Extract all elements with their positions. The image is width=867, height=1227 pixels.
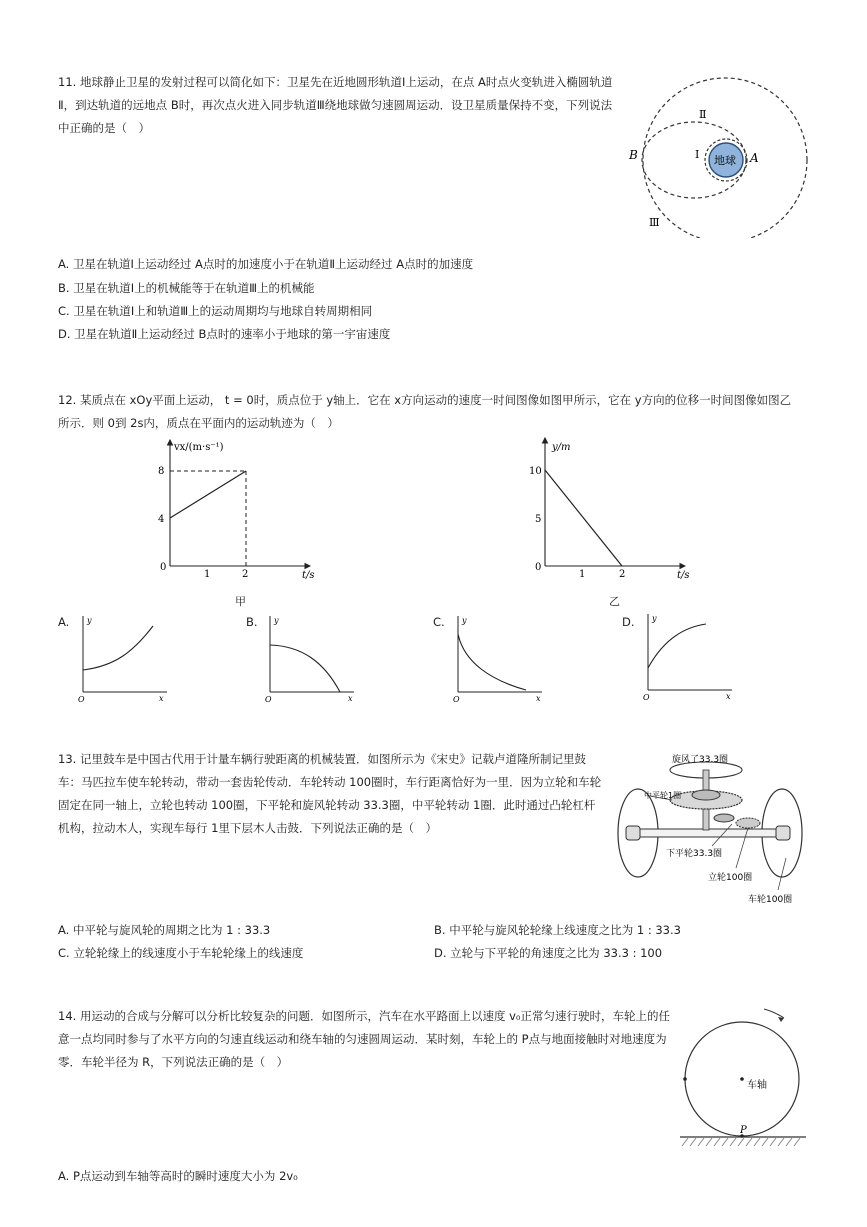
q13-option-c[interactable]: C. 立轮轮缘上的线速度小于车轮轮缘上的线速度: [58, 946, 304, 960]
choice-b-y: y: [274, 616, 279, 625]
q12-caption-yi: 乙: [609, 595, 620, 608]
q12-choice-b-graph[interactable]: [262, 612, 362, 704]
jia-xtick-1: 1: [204, 569, 211, 580]
q11-orbit-figure: [622, 68, 817, 238]
yi-xtick-1: 1: [579, 569, 586, 580]
choice-d-o: O: [643, 693, 650, 702]
label-xiaping: 下平轮33.3圈: [666, 849, 723, 859]
q11-option-c[interactable]: C. 卫星在轨道Ⅰ上和轨道Ⅲ上的运动周期均与地球自转周期相同: [58, 304, 373, 318]
label-liliun: 立轮100圈: [708, 873, 753, 883]
q11-option-d[interactable]: D. 卫星在轨道Ⅱ上运动经过 B点时的速率小于地球的第一宇宙速度: [58, 327, 391, 341]
q12-choice-d-graph[interactable]: [640, 610, 740, 702]
yi-ytick-10: 10: [529, 466, 542, 477]
q11-stem: 11. 地球静止卫星的发射过程可以简化如下：卫星先在近地圆形轨道Ⅰ上运动，在点 A时点火变轨进入椭圆轨道Ⅱ，到达轨道的远地点 B时，再次点火进入同步轨道Ⅲ绕地球做匀速圆周运动．设卫星质量保持不变，下列说法中正确的是（ ）: [58, 75, 613, 135]
q13-stem: 13. 记里鼓车是中国古代用于计量车辆行驶距离的机械装置．如图所示为《宋史》记载卢道隆所制记里鼓车：马匹拉车使车轮转动，带动一套齿轮传动．车轮转动 100圈时，车行距离恰好为一里．因为立轮和车轮固定在同一轴上，立轮也转动 100圈，下平轮和旋风轮转动 33.3圈，中平轮转动 1圈．此时通过凸轮杠杆机构，拉动木人，实现车每行 1里下层木人击鼓．下列说法正确的是（ ）: [58, 752, 602, 835]
point-b-label: B: [629, 148, 638, 162]
choice-a-y: y: [87, 616, 92, 625]
choice-c-o: O: [453, 695, 460, 704]
orbit-ii-label: Ⅱ: [699, 108, 707, 121]
jia-ytick-0: 0: [160, 562, 167, 573]
q14-stem: 14. 用运动的合成与分解可以分析比较复杂的问题．如图所示，汽车在水平路面上以速度 v₀正常匀速行驶时，车轮上的任意一点均同时参与了水平方向的匀速直线运动和绕车轴的匀速圆周运动．某时刻，车轮上的 P点与地面接触时对地速度为零．车轮半径为 R，下列说法正确的是（ ）: [58, 1009, 671, 1069]
point-a-label: A: [750, 151, 759, 165]
choice-b-x: x: [348, 694, 353, 703]
point-p-label: P: [740, 1125, 747, 1136]
choice-c-y: y: [462, 616, 467, 625]
choice-a-x: x: [159, 694, 164, 703]
q11-option-a[interactable]: A. 卫星在轨道Ⅰ上运动经过 A点时的加速度小于在轨道Ⅱ上运动经过 A点时的加速度: [58, 257, 474, 271]
jia-xlabel: t/s: [302, 570, 315, 581]
q14-option-a[interactable]: A. P点运动到车轴等高时的瞬时速度大小为 2v₀: [58, 1169, 298, 1183]
q12-choice-c-graph[interactable]: [450, 612, 550, 704]
q12-choice-a-label[interactable]: A.: [58, 615, 70, 629]
jia-xtick-2: 2: [242, 569, 249, 580]
yi-xtick-2: 2: [619, 569, 626, 580]
q11-option-b[interactable]: B. 卫星在轨道Ⅰ上的机械能等于在轨道Ⅲ上的机械能: [58, 281, 315, 295]
jia-ylabel: vx/(m·s⁻¹): [174, 442, 224, 453]
yi-xlabel: t/s: [677, 570, 690, 581]
q12-choice-b-label[interactable]: B.: [246, 615, 258, 629]
q13-option-a[interactable]: A. 中平轮与旋风轮的周期之比为 1 : 33.3: [58, 923, 271, 937]
choice-a-o: O: [78, 695, 85, 704]
q13-option-d[interactable]: D. 立轮与下平轮的角速度之比为 33.3 : 100: [434, 946, 663, 960]
q12-graph-jia: [150, 434, 330, 584]
q12-choice-a-graph[interactable]: [75, 612, 175, 704]
jia-ytick-4: 4: [158, 514, 165, 525]
q13-option-b[interactable]: B. 中平轮与旋风轮轮缘上线速度之比为 1 : 33.3: [434, 923, 681, 937]
q12-choice-c-label[interactable]: C.: [433, 615, 445, 629]
q12-graph-yi: [525, 434, 705, 584]
choice-d-y: y: [652, 614, 657, 623]
q12-stem: 12. 某质点在 xOy平面上运动， t = 0时，质点位于 y轴上．它在 x方向运动的速度一时间图像如图甲所示，它在 y方向的位移一时间图像如图乙所示．则 0到 2s内，质点在平面内的运动轨迹为（ ）: [58, 393, 792, 430]
choice-d-x: x: [726, 692, 731, 701]
yi-ytick-5: 5: [535, 514, 542, 525]
yi-ytick-0: 0: [535, 562, 542, 573]
q12-caption-jia: 甲: [235, 595, 246, 608]
q12-choice-d-label[interactable]: D.: [622, 615, 635, 629]
orbit-i-label: Ⅰ: [695, 148, 700, 161]
label-zhongping: 中平轮1圈: [644, 791, 682, 800]
orbit-iii-label: Ⅲ: [649, 216, 660, 229]
yi-ylabel: y/m: [552, 442, 571, 453]
choice-c-x: x: [536, 694, 541, 703]
jia-ytick-8: 8: [158, 466, 165, 477]
q14-wheel-figure: [672, 1000, 812, 1152]
label-chelun: 车轮100圈: [748, 895, 793, 905]
y-line: [545, 470, 622, 566]
choice-b-o: O: [265, 695, 272, 704]
label-xuanfeng: 旋风了33.3圈: [672, 755, 729, 765]
axle-label: 车轴: [747, 1080, 767, 1091]
earth-label: 地球: [714, 154, 736, 167]
vx-line: [170, 471, 246, 518]
q13-odometer-cart-figure: [608, 748, 808, 910]
